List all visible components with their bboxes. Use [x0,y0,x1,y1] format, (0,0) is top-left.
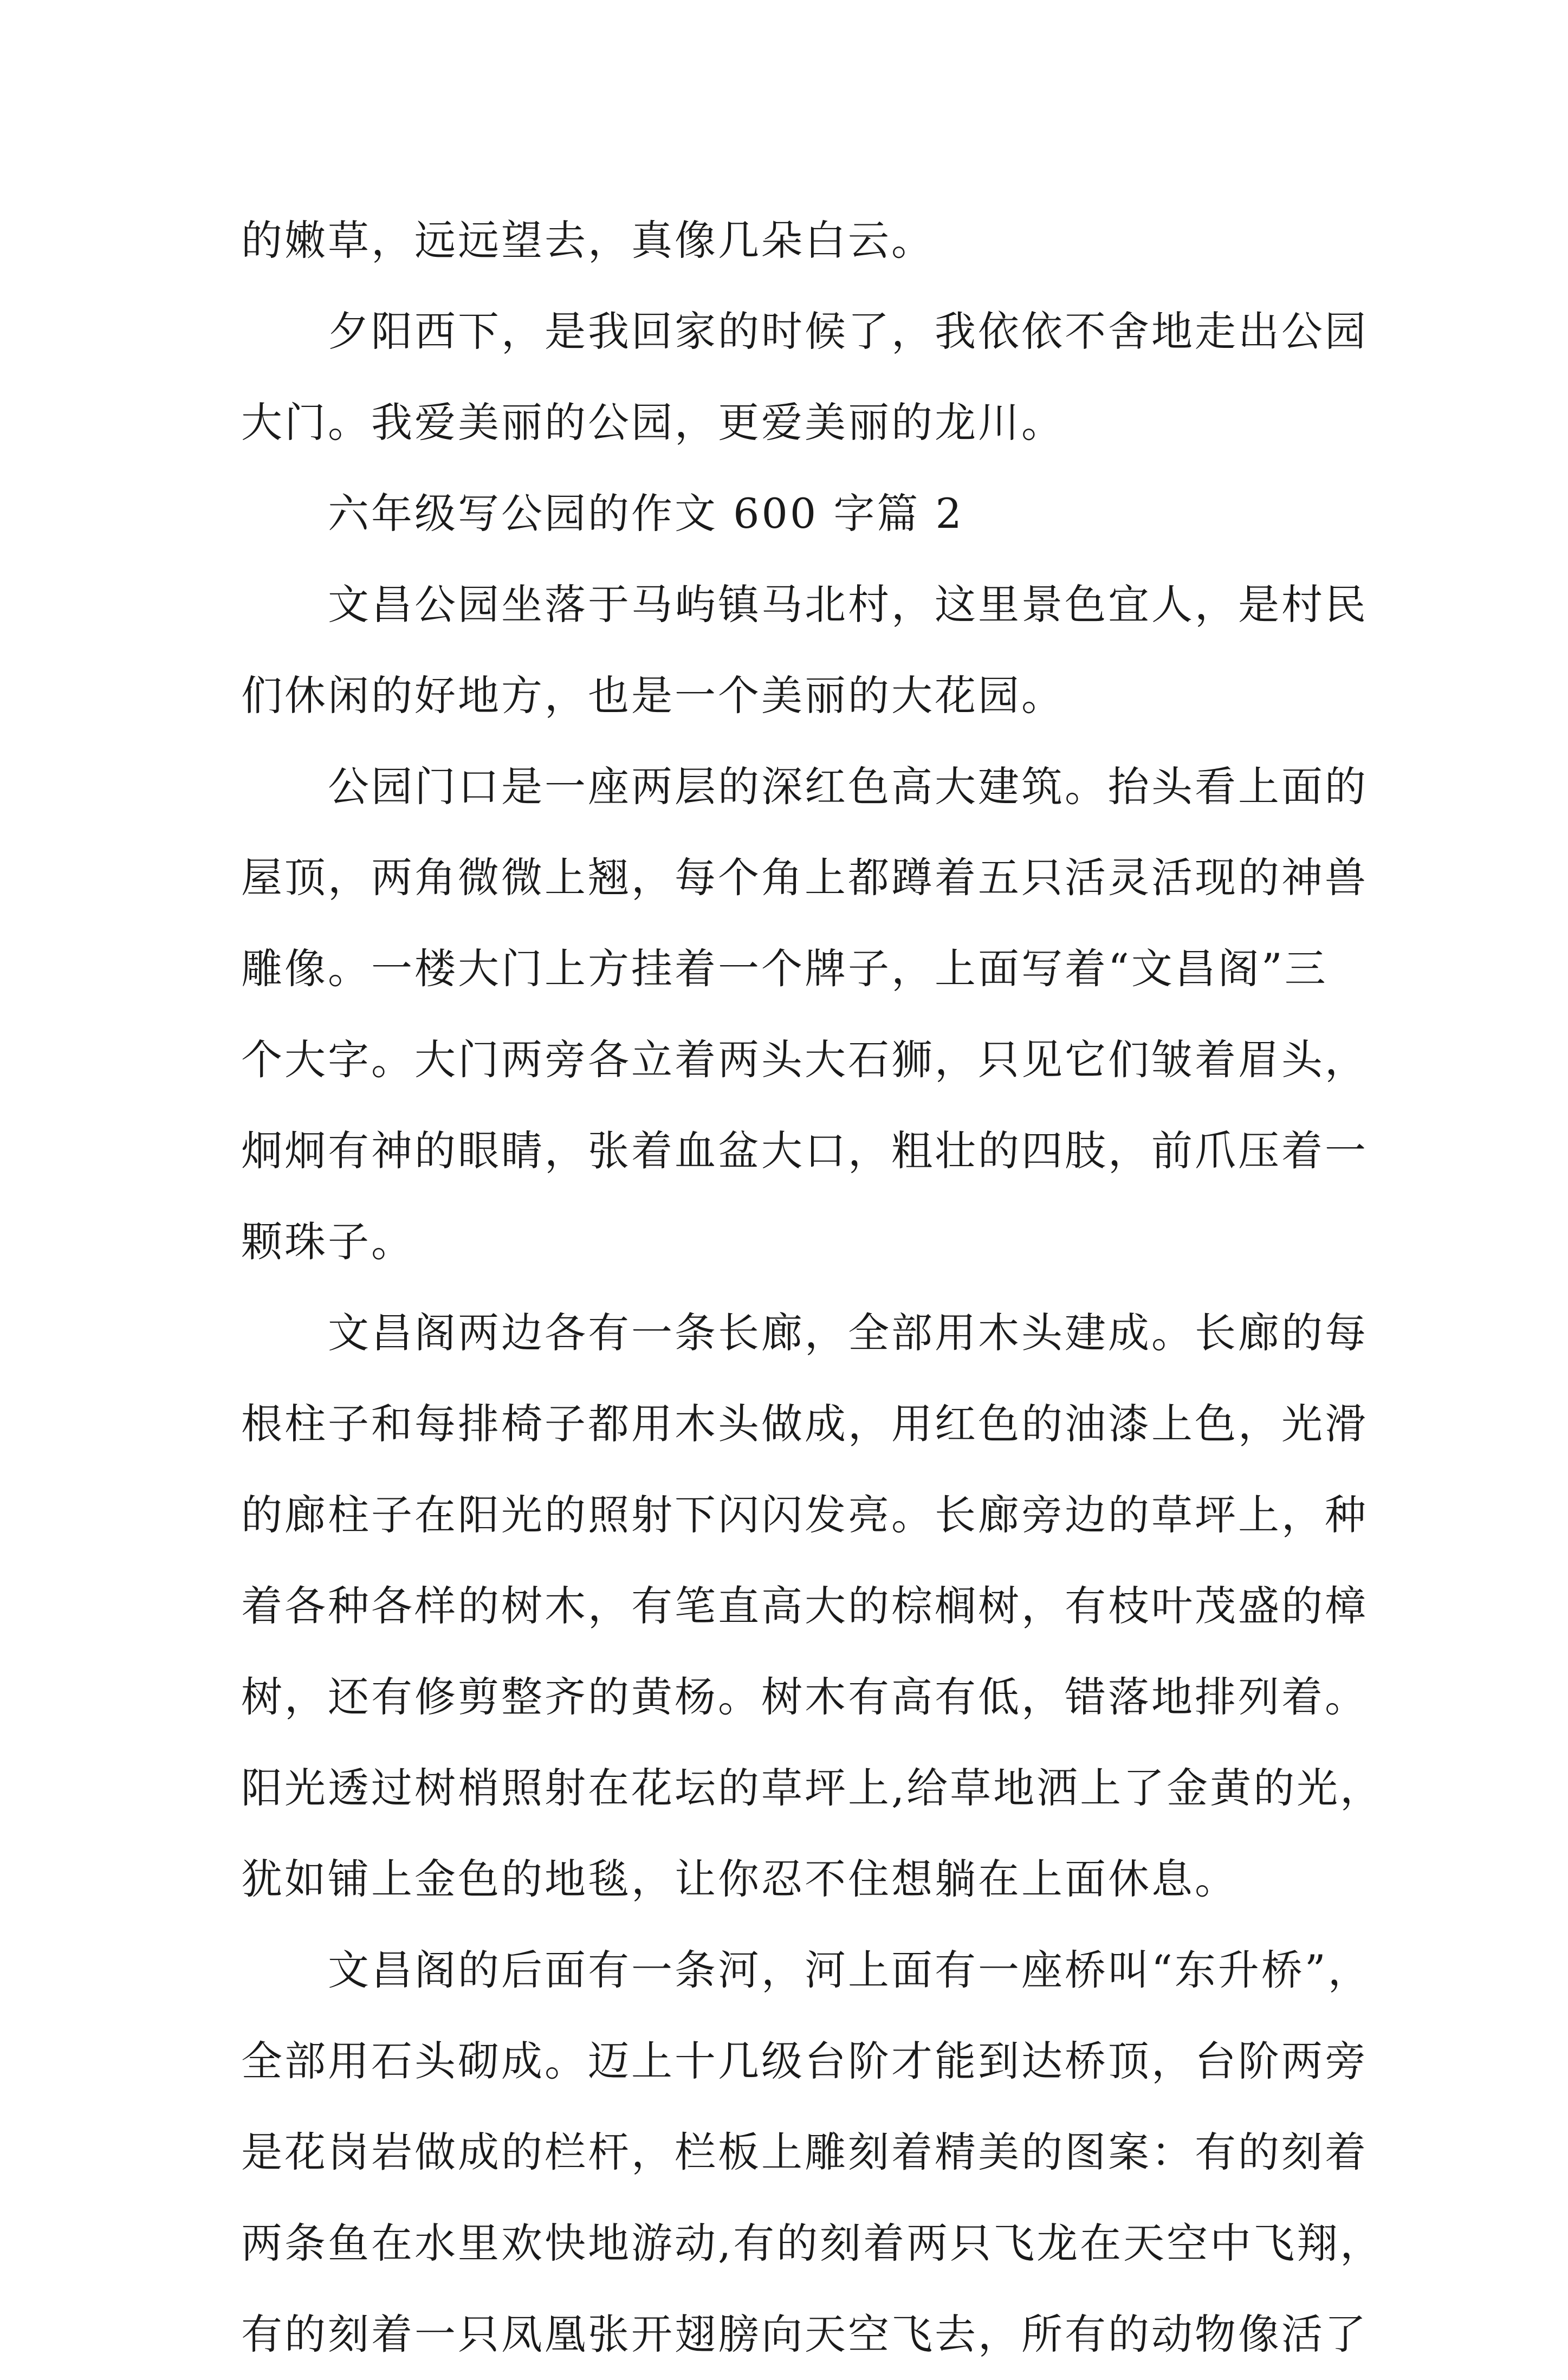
text-line: 根柱子和每排椅子都用木头做成，用红色的油漆上色，光滑 [241,1400,1368,1448]
text-line: 炯炯有神的眼睛，张着血盆大口，粗壮的四肢，前爪压着一 [241,1127,1368,1175]
text-line: 文昌阁的后面有一条河，河上面有一座桥叫“东升桥”， [328,1946,1371,1994]
text-line: 颗珠子。 [241,1218,414,1266]
text-line: 的廊柱子在阳光的照射下闪闪发亮。长廊旁边的草坪上，种 [241,1491,1368,1539]
document-body [241,195,1384,2380]
text-line: 文昌阁两边各有一条长廊，全部用木头建成。长廊的每 [328,1309,1368,1357]
text-line: 阳光透过树梢照射在花坛的草坪上,给草地洒上了金黄的光， [241,1764,1384,1812]
text-line: 两条鱼在水里欢快地游动,有的刻着两只飞龙在天空中飞翔， [241,2219,1384,2267]
text-line: 们休闲的好地方，也是一个美丽的大花园。 [241,671,1065,720]
text-line: 树，还有修剪整齐的黄杨。树木有高有低，错落地排列着。 [241,1673,1368,1721]
text-line: 着各种各样的树木，有笔直高大的棕榈树，有枝叶茂盛的樟 [241,1582,1368,1630]
text-line: 屋顶，两角微微上翘，每个角上都蹲着五只活灵活现的神兽 [241,853,1368,902]
text-line: 的嫩草，远远望去，真像几朵白云。 [241,216,935,264]
section-heading: 六年级写公园的作文 600 字篇 2 [328,489,964,538]
text-line: 雕像。一楼大门上方挂着一个牌子，上面写着“文昌阁”三 [241,945,1328,993]
text-line: 大门。我爱美丽的公园，更爱美丽的龙川。 [241,398,1065,447]
text-line: 犹如铺上金色的地毯，让你忍不住想躺在上面休息。 [241,1855,1238,1903]
text-line: 全部用石头砌成。迈上十几级台阶才能到达桥顶，台阶两旁 [241,2037,1368,2085]
text-line: 个大字。大门两旁各立着两头大石狮，只见它们皱着眉头， [241,1036,1368,1084]
text-line: 夕阳西下，是我回家的时候了，我依依不舍地走出公园 [328,307,1368,355]
text-line: 公园门口是一座两层的深红色高大建筑。抬头看上面的 [328,762,1368,811]
text-line: 文昌公园坐落于马屿镇马北村，这里景色宜人，是村民 [328,580,1368,629]
text-line: 有的刻着一只凤凰张开翅膀向天空飞去，所有的动物像活了 [241,2310,1368,2358]
text-line: 是花岗岩做成的栏杆，栏板上雕刻着精美的图案：有的刻着 [241,2128,1368,2176]
